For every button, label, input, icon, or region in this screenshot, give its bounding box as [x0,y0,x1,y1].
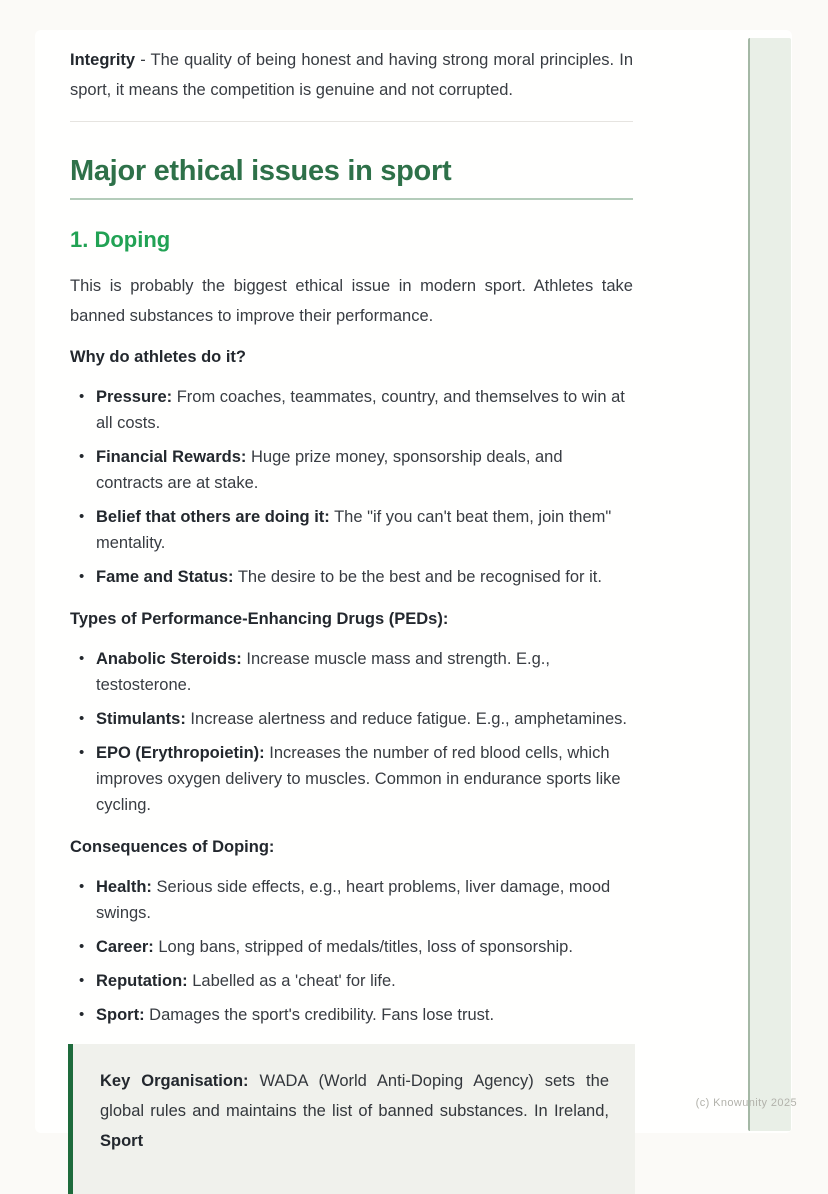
bullet-icon: • [79,568,85,585]
doping-intro-paragraph: This is probably the biggest ethical issue in modern sport. Athletes take banned substances to improve their performance. [70,277,633,325]
list-item-text: The "if you can't beat them, join them" mentality. [96,508,612,552]
bullet-icon: • [79,388,85,405]
copyright-watermark: (c) Knowunity 2025 [695,1097,797,1109]
list-item [70,1002,633,1028]
list-item [70,564,633,590]
bullet-icon: • [79,448,85,465]
list-item-text: Long bans, stripped of medals/titles, loss of sponsorship. [153,938,573,956]
list-item [70,384,633,436]
list-item-text: The desire to be the best and be recognised for it. [233,568,602,586]
bullet-icon: • [79,508,85,525]
list-item-text: Serious side effects, e.g., heart problems, liver damage, mood swings. [96,878,611,922]
list-item [70,968,633,994]
list-item [70,444,633,496]
list-item [70,706,633,732]
list-item-text: Damages the sport's credibility. Fans lose trust. [144,1006,495,1024]
list-item-text: Increase muscle mass and strength. E.g., testosterone. [96,650,550,694]
callout-lead: Key Organisation: [100,1072,249,1090]
list-item-text: Labelled as a 'cheat' for life. [187,972,396,990]
list-item-lead: Health: [96,878,152,896]
bullet-icon: • [79,744,85,761]
bullet-icon: • [79,938,85,955]
list-item-lead: Sport: [96,1006,145,1024]
bullet-icon: • [79,1006,85,1023]
main-heading: Major ethical issues in sport [70,154,633,200]
document-content-column [70,30,633,1194]
integrity-term: Integrity [70,51,136,69]
section-divider [70,121,633,122]
callout-bold-tail: Sport [100,1132,144,1150]
list-item-text: Increase alertness and reduce fatigue. E.g., amphetamines. [185,710,628,728]
list-item-text: Huge prize money, sponsorship deals, and contracts are at stake. [96,448,563,492]
consequences-heading: Consequences of Doping: [70,838,275,856]
integrity-definition-text: - The quality of being honest and having strong moral principles. In sport, it means the competition is genuine and not corrupted. [70,51,633,99]
types-list [70,646,633,818]
list-item-lead: Pressure: [96,388,173,406]
bullet-icon: • [79,710,85,727]
consequences-list [70,874,633,1028]
list-item [70,934,633,960]
list-item-text: From coaches, teammates, country, and themselves to win at all costs. [96,388,625,432]
list-item-lead: EPO (Erythropoietin): [96,744,265,762]
list-item [70,646,633,698]
types-heading: Types of Performance-Enhancing Drugs (PEDs): [70,610,449,628]
bullet-icon: • [79,878,85,895]
list-item [70,740,633,818]
key-organisation-callout [68,1044,635,1194]
list-item-lead: Financial Rewards: [96,448,247,466]
callout-text: WADA (World Anti-Doping Agency) sets the global rules and maintains the list of banned substances. In Ireland, [100,1072,609,1120]
list-item-lead: Reputation: [96,972,188,990]
why-heading: Why do athletes do it? [70,348,246,366]
list-item-lead: Career: [96,938,154,956]
bullet-icon: • [79,650,85,667]
list-item [70,874,633,926]
side-accent-bar [748,38,791,1131]
integrity-definition-paragraph [70,45,633,105]
list-item-lead: Belief that others are doing it: [96,508,330,526]
why-list [70,384,633,590]
list-item-lead: Fame and Status: [96,568,234,586]
doping-subheading: 1. Doping [70,227,171,252]
list-item [70,504,633,556]
bullet-icon: • [79,972,85,989]
document-page-sheet [35,30,792,1150]
list-item-lead: Stimulants: [96,710,186,728]
list-item-text: Increases the number of red blood cells, which improves oxygen delivery to muscles. Common in endurance sports like cycling. [96,744,621,814]
list-item-lead: Anabolic Steroids: [96,650,242,668]
